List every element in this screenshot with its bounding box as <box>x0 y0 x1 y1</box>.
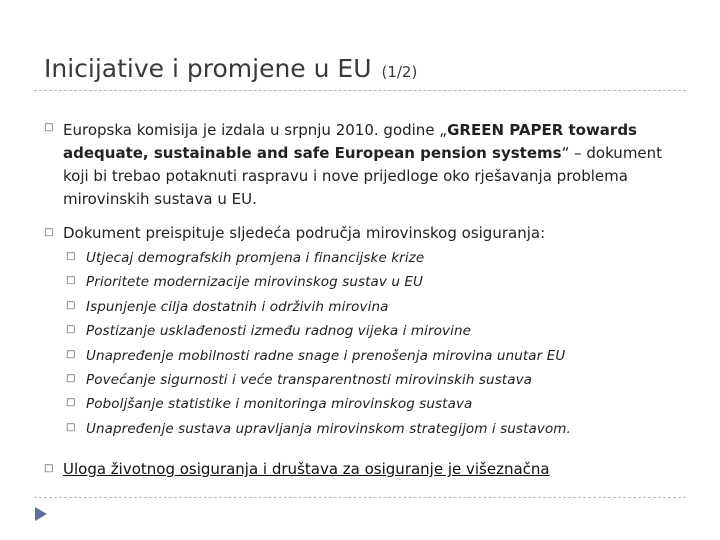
title-divider <box>34 90 686 91</box>
bullet-green-paper <box>63 119 685 211</box>
square-bullet-icon: □ <box>66 251 76 262</box>
list-item-text: Poboljšanje statistike i monitoringa mirovinskog sustava <box>86 396 473 413</box>
list-item-text: Povećanje sigurnosti i veće transparentnosti mirovinskih sustava <box>86 371 533 388</box>
list-item-text: Unapređenje mobilnosti radne snage i prenošenja mirovina unutar EU <box>86 347 566 364</box>
square-bullet-icon: □ <box>66 421 76 433</box>
bullet-life-insurance-link[interactable]: Uloga životnog osiguranja i društava za osiguranje je višeznačna <box>63 460 550 478</box>
square-bullet-icon: □ <box>44 463 54 474</box>
slide-nav-arrow-icon[interactable] <box>34 506 48 522</box>
bullet-text: “ – dokument koji bi trebao potaknuti raspravu i nove prijedloge oko rješavanja problema mirovinskih sustava u EU. <box>63 144 663 208</box>
list-item-text: Unapređenje sustava upravljanja mirovinskom strategijom i sustavom. <box>86 420 571 437</box>
bullet-text: Europska komisija je izdala u srpnju 2010. godine „ <box>63 121 448 139</box>
square-bullet-icon: □ <box>44 122 54 133</box>
list-item-text: Ispunjenje cilja dostatnih i održivih mirovina <box>86 298 389 315</box>
bullet-bold-title: GREEN PAPER towards adequate, sustainable and safe European pension systems <box>63 121 637 162</box>
bullet-areas: Dokument preispituje sljedeća područja mirovinskog osiguranja: <box>63 224 546 242</box>
list-item-text: Postizanje usklađenosti između radnog vijeka i mirovine <box>86 323 472 340</box>
slide-title <box>44 54 417 83</box>
square-bullet-icon: □ <box>66 324 76 336</box>
square-bullet-icon: □ <box>66 348 76 360</box>
square-bullet-icon: □ <box>66 299 76 311</box>
list-item-text: Prioritete modernizacije mirovinskog sustav u EU <box>86 274 424 291</box>
square-bullet-icon: □ <box>66 275 76 287</box>
square-bullet-icon: □ <box>66 397 76 409</box>
slide-title-text: Inicijative i promjene u EU <box>44 54 372 83</box>
square-bullet-icon: □ <box>44 227 54 238</box>
page-indicator: (1/2) <box>381 63 418 81</box>
footer-divider <box>34 497 686 498</box>
list-item-text: Utjecaj demografskih promjena i financijske krize <box>86 250 425 266</box>
square-bullet-icon: □ <box>66 372 76 384</box>
